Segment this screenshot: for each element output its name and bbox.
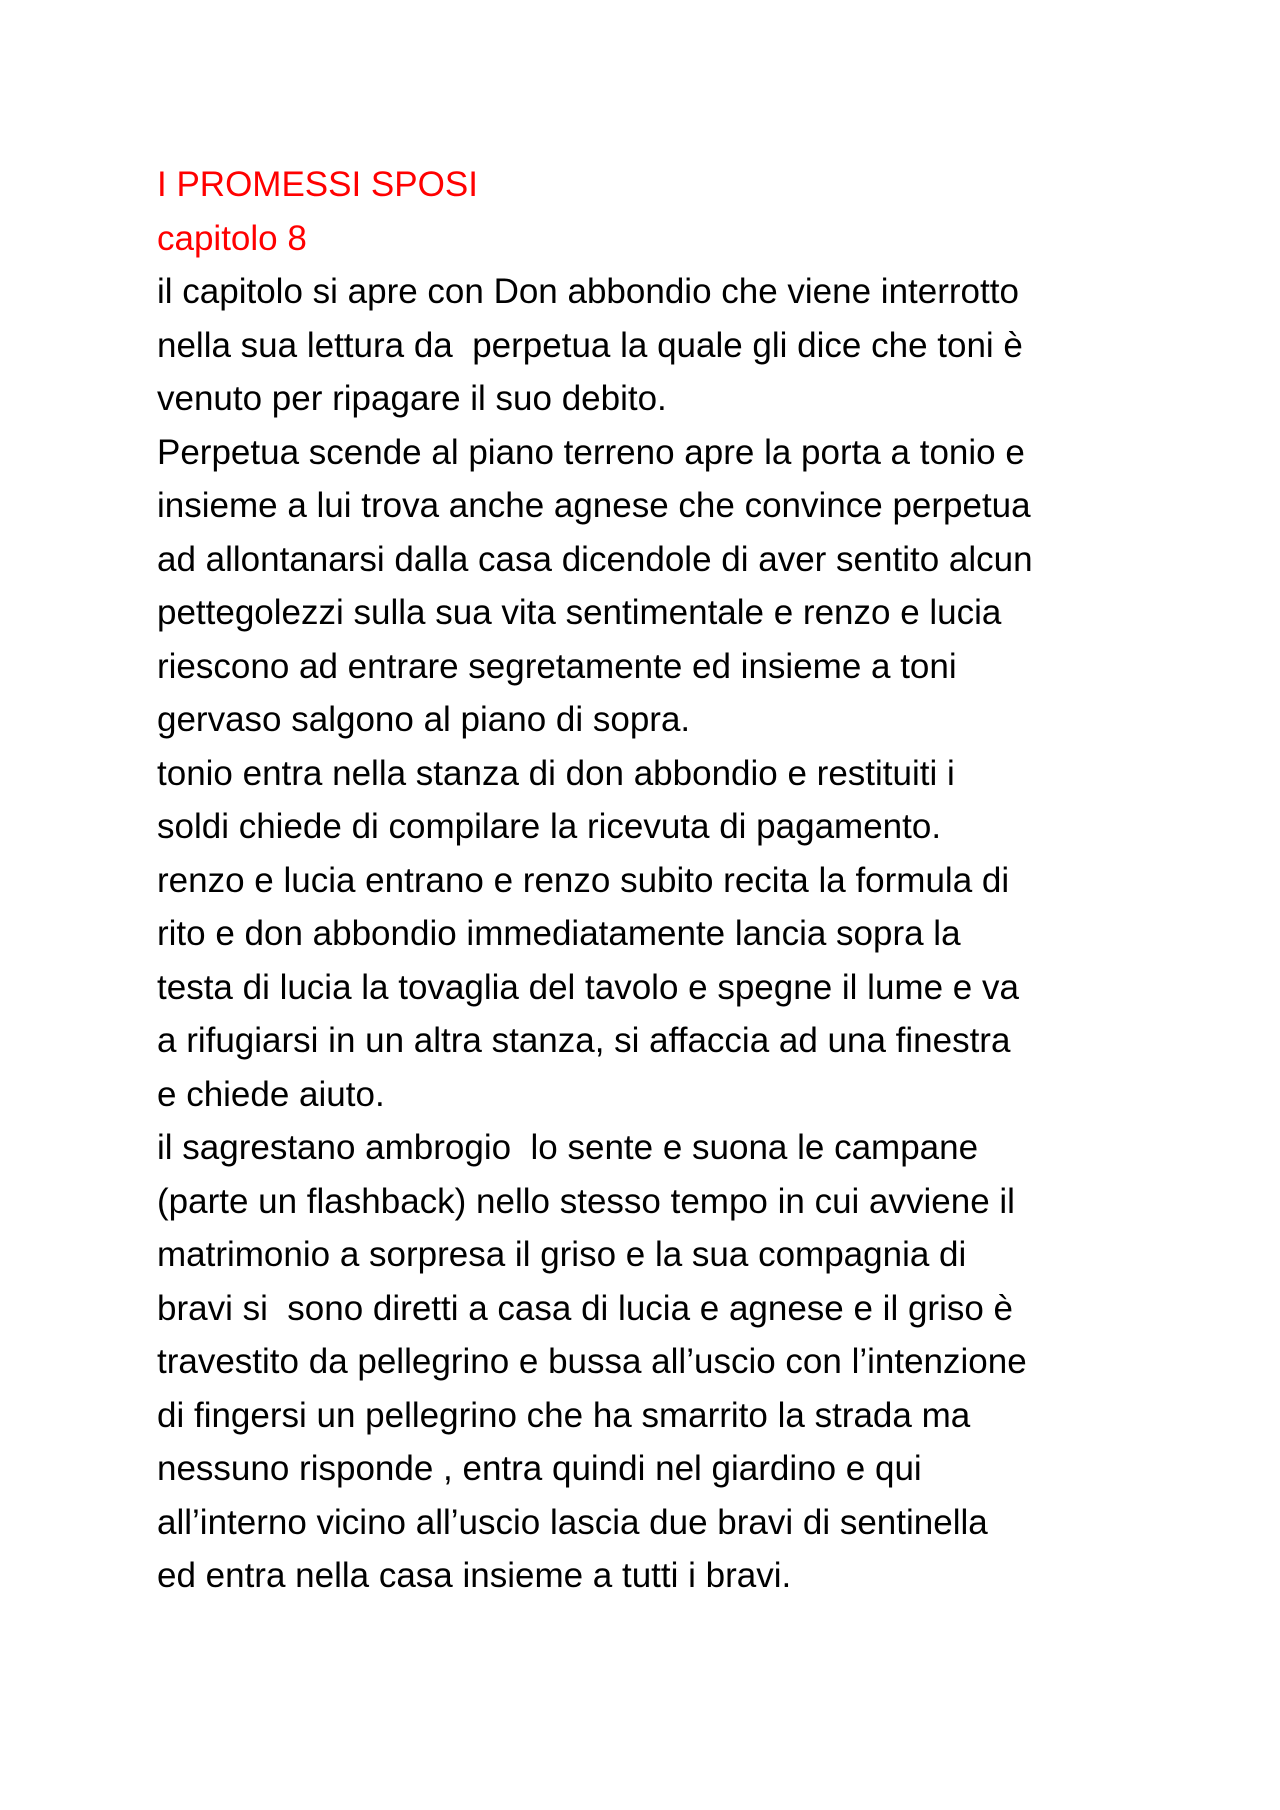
text-line: ed entra nella casa insieme a tutti i bravi. <box>157 1556 792 1595</box>
text-line: (parte un flashback) nello stesso tempo in cui avviene il <box>157 1181 1015 1221</box>
text-line: Perpetua scende al piano terreno apre la porta a tonio e <box>157 432 1025 472</box>
chapter-subtitle: capitolo 8 <box>157 218 307 258</box>
text-line: testa di lucia la tovaglia del tavolo e spegne il lume e va <box>157 967 1019 1007</box>
text-line: rito e don abbondio immediatamente lancia sopra la <box>157 914 961 953</box>
text-line: riescono ad entrare segretamente ed insieme a toni <box>157 646 957 686</box>
text-line: il sagrestano ambrogio lo sente e suona le campane <box>157 1128 979 1167</box>
text-line: e chiede aiuto. <box>157 1074 385 1114</box>
text-line: bravi si sono diretti a casa di lucia e agnese e il griso è <box>157 1288 1014 1328</box>
text-line: di fingersi un pellegrino che ha smarrito la strada ma <box>157 1395 971 1435</box>
text-line: insieme a lui trova anche agnese che convince perpetua <box>157 486 1031 525</box>
document-body <box>157 158 1157 1603</box>
chapter-text <box>157 265 1157 1603</box>
text-line: a rifugiarsi in un altra stanza, si affaccia ad una finestra <box>157 1021 1011 1060</box>
text-line: nessuno risponde , entra quindi nel giardino e qui <box>157 1449 922 1488</box>
text-line: matrimonio a sorpresa il griso e la sua compagnia di <box>157 1235 967 1274</box>
text-line: il capitolo si apre con Don abbondio che viene interrotto <box>157 272 1019 311</box>
document-title: I PROMESSI SPOSI <box>157 165 478 204</box>
text-line: venuto per ripagare il suo debito. <box>157 379 667 418</box>
text-line: soldi chiede di compilare la ricevuta di pagamento. <box>157 807 942 846</box>
text-line: ad allontanarsi dalla casa dicendole di aver sentito alcun <box>157 539 1033 579</box>
text-line: nella sua lettura da perpetua la quale gli dice che toni è <box>157 325 1023 365</box>
text-line: renzo e lucia entrano e renzo subito recita la formula di <box>157 860 1010 900</box>
text-line: pettegolezzi sulla sua vita sentimentale e renzo e lucia <box>157 593 1002 632</box>
text-line: travestito da pellegrino e bussa all’uscio con l’intenzione <box>157 1342 1027 1381</box>
text-line: all’interno vicino all’uscio lascia due bravi di sentinella <box>157 1502 988 1542</box>
text-line: tonio entra nella stanza di don abbondio e restituiti i <box>157 753 955 793</box>
text-line: gervaso salgono al piano di sopra. <box>157 700 691 739</box>
